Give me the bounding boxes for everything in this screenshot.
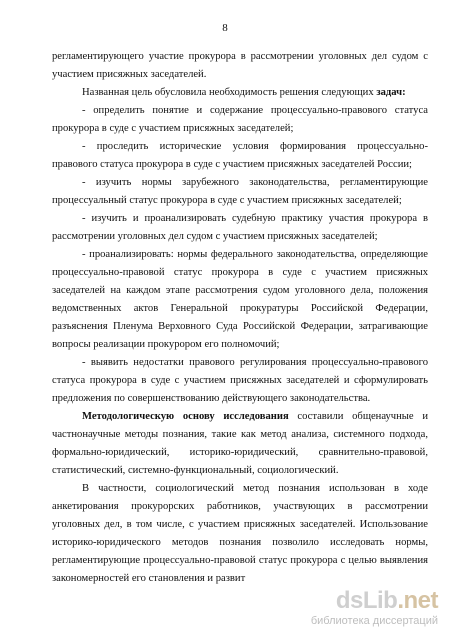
text-line: предложения по совершенствованию действующего законодательства. [52,393,371,404]
text-line: формально-юридический, историко-юридический, сравнительно-правовой, [52,447,428,458]
tasks-colon: : [402,87,406,98]
text-line: анкетирования прокурорских работников, участвующих в рассмотрении [52,501,428,512]
watermark-tagline: библиотека диссертаций [310,615,438,627]
text-line: заседателей на каждом этапе рассмотрения судом уголовного дела, положения [52,285,428,296]
text-line: разъяснения Пленума Верховного Суда Российской Федерации, затрагивающие [52,321,428,332]
tasks-keyword: задач [376,87,403,98]
text-line: - проследить исторические условия формирования процессуально- [82,141,428,152]
text-line: участием присяжных заседателей. [52,69,207,80]
watermark-brand [336,587,438,615]
text-line: процессуальный статус прокурора в суде с участием присяжных заседателей; [52,195,402,206]
text-line [82,86,428,100]
methodology-heading: Методологическую основу исследования [82,411,289,422]
text-line: частнонаучные методы познания, такие как метод анализа, системного подхода, [52,429,428,440]
text-line: статистический, системно-функциональный, социологический. [52,465,339,476]
watermark-brand-accent: .net [397,587,438,614]
text-line: ведомственных актов Генеральной прокуратуры Российской Федерации, [52,303,428,314]
text-line: уголовных дел, в том числе, с участием присяжных заседателей. Использование [52,519,428,530]
text-line: - изучить нормы зарубежного законодательства, регламентирующие [82,177,428,188]
text-line: историко-юридического методов познания позволило исследовать нормы, [52,537,428,548]
text-line: - изучить и проанализировать судебную практику участия прокурора в [82,213,428,224]
text-line: правового статуса прокурора в суде с участием присяжных заседателей России; [52,159,412,170]
watermark-logo [288,587,438,631]
text-line: - проанализировать: нормы федерального законодательства, определяющие [82,249,428,260]
text-line: - определить понятие и содержание процессуально-правового статуса [82,105,428,116]
text-line: рассмотрении уголовных дел судом с участием присяжных заседателей; [52,231,378,242]
page-number: 8 [222,22,228,34]
text-line: прокурора в суде с участием присяжных заседателей; [52,123,294,134]
text-line: В частности, социологический метод познания использован в ходе [82,483,428,494]
text-line [82,410,428,424]
watermark-brand-main: dsLib [335,587,398,614]
text-line: процессуально-правовой статус прокурора в суде с участием присяжных [52,267,428,278]
task-intro: Названная цель обусловила необходимость решения следующих [82,87,374,98]
text-line: - выявить недостатки правового регулирования процессуально-правового [82,357,428,368]
text-line: статуса прокурора в суде с участием присяжных заседателей и сформулировать [52,375,428,386]
text-line: регламентирующего участие прокурора в рассмотрении уголовных дел судом с [52,51,428,62]
text-line: закономерностей его становления и развит [52,573,246,584]
methodology-intro: составили общенаучные и [288,411,428,422]
text-line: регламентирующие процессуально-правовой статус прокурора с целью выявления [52,555,428,566]
text-line: вопросы реализации прокурором его полномочий; [52,339,280,350]
